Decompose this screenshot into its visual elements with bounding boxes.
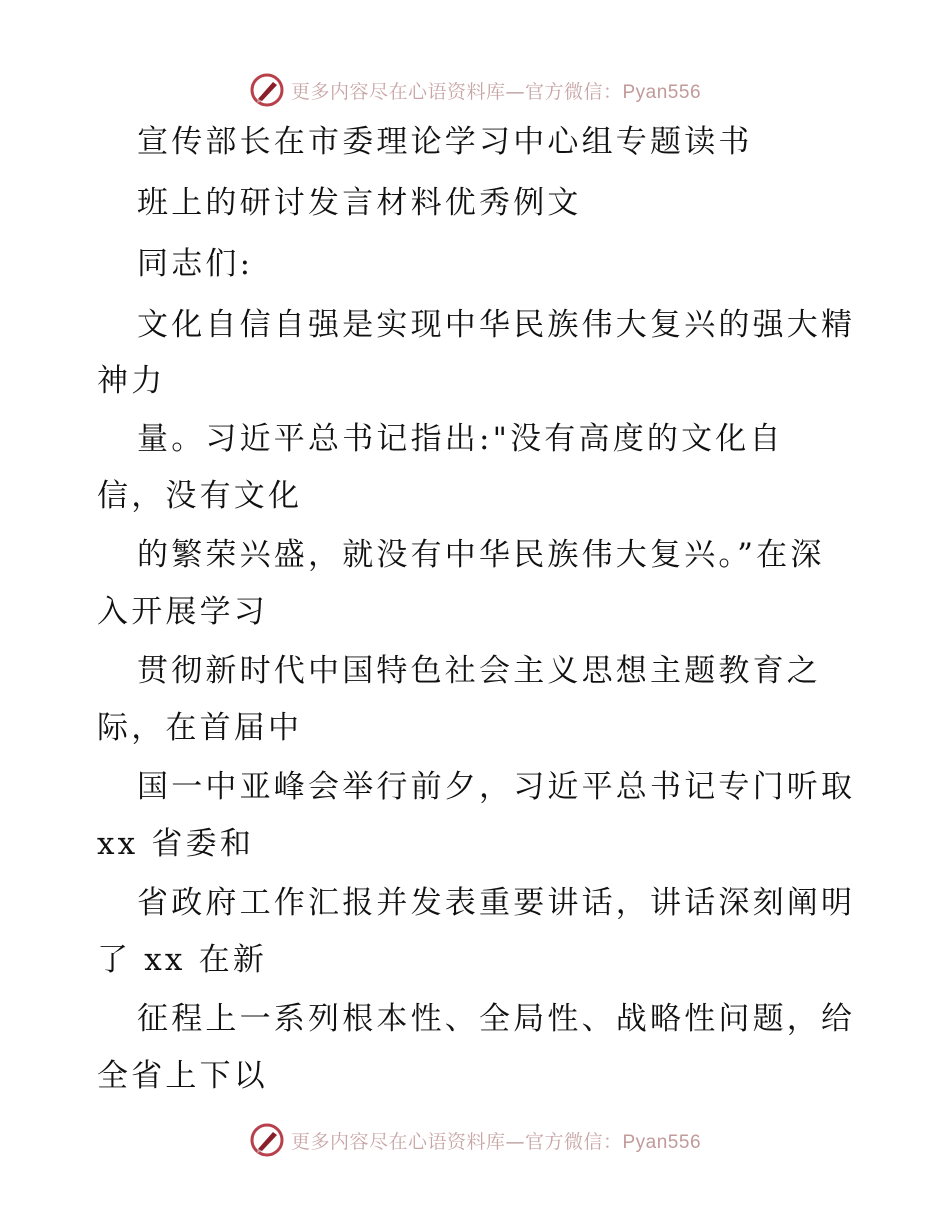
header-watermark-banner	[0, 70, 950, 110]
doc-text-line: 入开展学习	[97, 594, 268, 630]
doc-text-line: 文化自信自强是实现中华民族伟大复兴的强大精	[137, 307, 856, 343]
doc-text-line: 量。习近平总书记指出:"没有高度的文化自	[137, 421, 784, 457]
doc-text-line: 际，在首届中	[97, 710, 303, 746]
doc-text-line: 征程上一系列根本性、全局性、战略性问题，给	[137, 1001, 856, 1037]
doc-text-line: 的繁荣兴盛，就没有中华民族伟大复兴。”在深	[137, 537, 825, 573]
footer-watermark-banner	[0, 1120, 950, 1160]
pen-logo-icon	[249, 1122, 285, 1158]
doc-title-line-2: 班上的研讨发言材料优秀例文	[137, 185, 582, 221]
doc-text-line: 省政府工作汇报并发表重要讲话，讲话深刻阐明	[137, 885, 856, 921]
doc-text-line: xx 省委和	[97, 826, 255, 862]
watermark-text: 更多内容尽在心语资料库—官方微信：Pyan556	[290, 80, 702, 103]
doc-text-line: 神力	[97, 363, 166, 399]
doc-text-line: 贯彻新时代中国特色社会主义思想主题教育之	[137, 653, 821, 689]
doc-text-line: 国一中亚峰会举行前夕，习近平总书记专门听取	[137, 769, 856, 805]
doc-text-line: 信，没有文化	[97, 478, 303, 514]
watermark-text: 更多内容尽在心语资料库—官方微信：Pyan556	[290, 1130, 702, 1153]
pen-logo-icon	[249, 72, 285, 108]
doc-salutation: 同志们:	[137, 246, 254, 282]
doc-title-line-1: 宣传部长在市委理论学习中心组专题读书	[137, 124, 753, 160]
doc-text-line: 了 xx 在新	[97, 942, 268, 978]
doc-text-line: 全省上下以	[97, 1058, 268, 1094]
